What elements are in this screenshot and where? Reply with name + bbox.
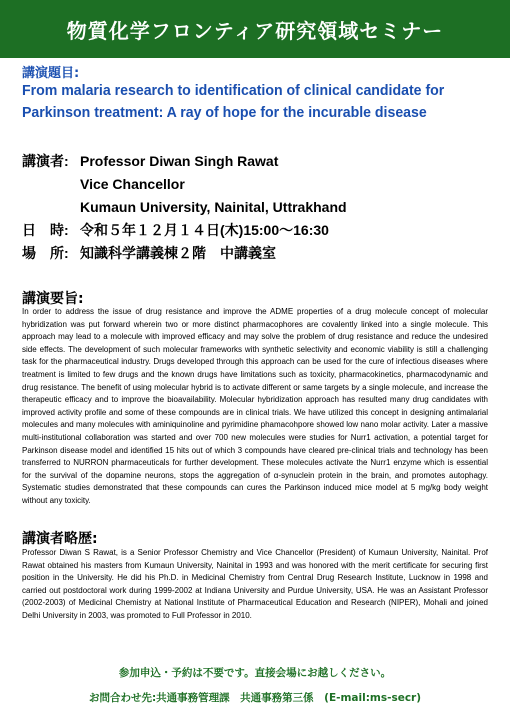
seminar-banner — [0, 0, 510, 58]
lecture-title — [22, 80, 468, 124]
venue-label: 場 所: — [22, 245, 69, 261]
speaker-role: Vice Chancellor — [80, 176, 185, 192]
speaker-label: 講演者: — [22, 153, 69, 169]
datetime-label: 日 時: — [22, 222, 69, 238]
datetime-value: 令和５年１２月１４日(木)15:00～16:30 — [80, 222, 329, 238]
lecture-title-line1: From malaria research to identification of clinical candidate for — [22, 82, 445, 99]
speaker-block — [22, 150, 347, 265]
abstract-text: In order to address the issue of drug resistance and improve the ADME properties of a drug molecule concept of molecular hybridization was put forward wherein two or more distinct pharmacophores are covalently linked into a single molecule. This approach may lead to a molecule with improved efficacy and may solve the problem of drug resistance and reduce the undesired side effects. The development of such molecular frameworks with synthetic selectivity and economic viability is still a challenging task for the pharmaceutical industry. Drugs developed through this approach can be used for the cure of infectious diseases where treatment is limited to few drugs and the known drugs have limitations such as toxicity, pharmacokinetics, pharmacodynamic and drug resistance. The benefit of using molecular hybrid is to activate different or same targets by a single molecule, and increase the therapeutic efficacy and to improve the bioavailability. Molecular hybridization approach has resulted many drug candidates with improved activity profile and some of these compounds are in clinical trials. We have utilized this concept in designing antimalarial molecules and many molecules with aminiquinoline and pyrimidine phamacohpore showed low nano molar activity. Later a massive multi-institutional collaboration was started and over 700 new molecules were studies for Nurr1 activation, a potential target for Parkinson disease model and identified 15 hits out of which 3 compounds have cleared pre-clinical trials and technology has been transferred to NURRON pharmaceuticals for further development. These molecules activate the Nurr1 enzyme which is essential for the survival of the dopamine neurons, stops the aggregation of α-synuclein protein in the brain, and promotes autophagy. Systematic studies demonstrated that these compounds can cures the Parkinson induced mice model at 5 mg/kg body weight without any toxicity. — [22, 307, 488, 505]
speaker-name: Professor Diwan Singh Rawat — [80, 153, 279, 169]
footer-notice: 参加申込・予約は不要です。直接会場にお越しください。 — [118, 667, 392, 679]
bio-text: Professor Diwan S Rawat, is a Senior Professor Chemistry and Vice Chancellor (President) of Kumaun University, Nainital. Prof Rawat obtained his masters from Kumaun University, Nainital in 1993 and was honored with the merit certificate for securing first position in the University. He did his Ph.D. in Medicinal Chemistry from Central Drug Research Institute, Lucknow in 1998 and carried out postdoctoral work during 1999-2002 at Indiana University and Purdue University, USA. He was an Assistant Professor (2002-2003) of Medicinal Chemistry at National Institute of Pharmaceutical Education and Research (NIPER), Mohali and joined Delhi University in 2003, was promoted to Full Professor in 2010. — [22, 548, 488, 620]
bio-label: 講演者略歴: — [22, 531, 98, 547]
seminar-title: 物質化学フロンティア研究領域セミナー — [66, 18, 444, 43]
speaker-affiliation: Kumaun University, Nainital, Uttrakhand — [80, 199, 347, 215]
lecture-title-label: 講演題目: — [22, 66, 80, 81]
abstract-label: 講演要旨: — [22, 291, 84, 307]
footer-contact: お問合わせ先:共通事務管理課 共通事務第三係 (E-mail:ms-secr) — [88, 692, 422, 704]
venue-value: 知識科学講義棟２階 中講義室 — [80, 245, 276, 261]
lecture-title-line2: Parkinson treatment: A ray of hope for the incurable disease — [22, 104, 427, 121]
